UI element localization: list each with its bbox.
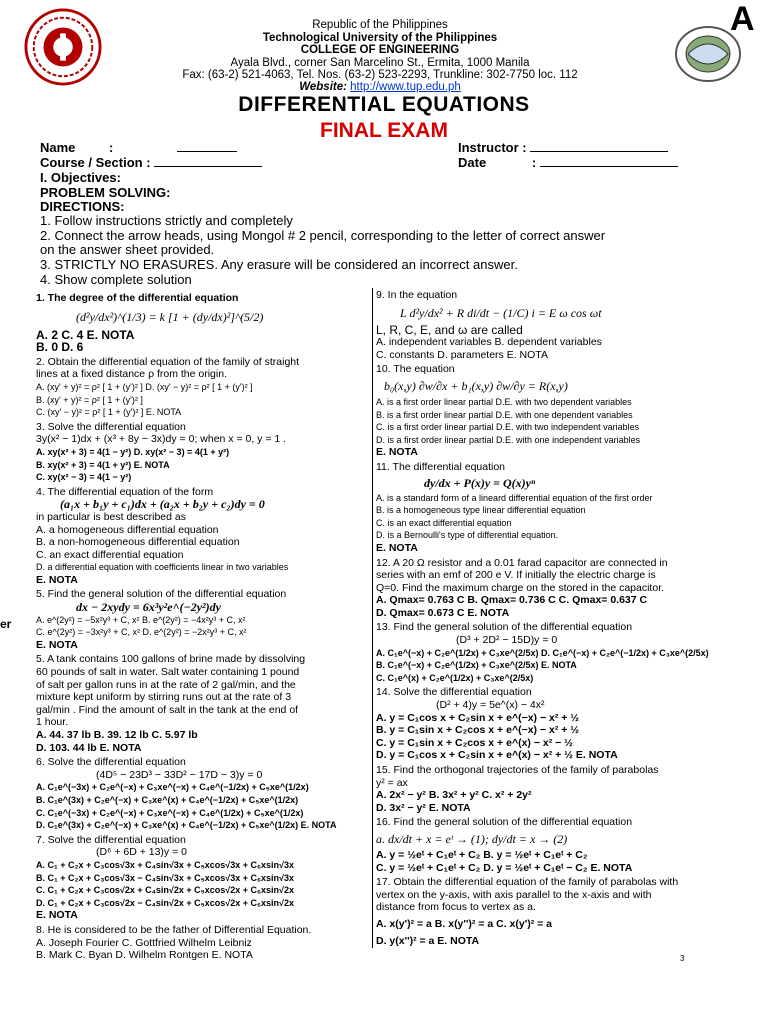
q5b-choices-abc: A. 44. 37 lb B. 39. 12 lb C. 5.97 lb: [36, 729, 198, 741]
q15-equation: y² = ax: [376, 776, 408, 789]
website-label: Website:: [299, 81, 347, 93]
q11-choice-a: A. is a standard form of a lineard differential equation of the first order: [376, 492, 653, 503]
q4-choice-b: B. a non-homogeneous differential equation: [36, 536, 240, 549]
q7-choice-c: C. C₁ + C₂x + C₃cos√2x + C₄sin√2x + C₅xcos√2x + C₆xsin√2x: [36, 885, 295, 896]
q1-choices-b: B. 0 D. 6: [36, 340, 84, 355]
q7-choice-d: D. C₁ + C₂x + C₃cos√2x − C₄sin√2x + C₅xcos√2x + C₆xsin√2x: [36, 897, 295, 908]
q5b-text-3: of salt per gallon runs in at the rate of 2 gal/min, and the: [36, 678, 296, 691]
q4-text-b: in particular is best described as: [36, 510, 186, 523]
q3-text: 3. Solve the differential equation: [36, 420, 186, 433]
q13-choices-ad: A. C₁e^(−x) + C₂e^(1/2x) + C₃xe^(2/5x) D. C₁e^(−x) + C₂e^(−1/2x) + C₃xe^(2/5x): [376, 647, 709, 658]
problem-solving-heading: PROBLEM SOLVING:: [40, 185, 171, 200]
course-blank[interactable]: [154, 166, 262, 167]
direction-2: 2. Connect the arrow heads, using Mongol # 2 pencil, corresponding to the letter of correct answer: [40, 228, 606, 243]
q15-choices-abc: A. 2x² − y² B. 3x² + y² C. x² + 2y²: [376, 789, 532, 802]
exam-set-letter: A: [730, 0, 755, 38]
name-label: Name: [40, 140, 76, 155]
q9-text-b: L, R, C, E, and ω are called: [376, 322, 523, 337]
q2-choice-a: A. (xy' + y)² = ρ² [ 1 + (y')² ] D. (xy' − y)² = ρ² [ 1 + (y')² ]: [36, 381, 253, 392]
q10-choice-d: D. is a first order linear partial D.E. with one independent variables: [376, 434, 641, 445]
q1-text: 1. The degree of the differential equation: [36, 292, 239, 304]
date-label: Date: [458, 155, 487, 170]
exam-title: DIFFERENTIAL EQUATIONS: [238, 93, 530, 116]
q11-choice-b: B. is a homogeneous type linear differential equation: [376, 505, 586, 516]
direction-3: 3. STRICTLY NO ERASURES. Any erasure will be considered an incorrect answer.: [40, 257, 518, 272]
q5b-text-4: mixture kept uniform by stirring runs out at the rate of 3: [36, 691, 292, 704]
q3-choice-c: C. xy(x² − 3) = 4(1 − y²): [36, 472, 132, 483]
q14-choice-a: A. y = C₁cos x + C₂sin x + e^(−x) − x² + ½: [376, 711, 580, 724]
course-label: Course / Section :: [40, 155, 151, 170]
q7-text: 7. Solve the differential equation: [36, 833, 186, 846]
q10-equation: b₀(x,y) ∂w/∂x + b₁(x,y) ∂w/∂y = R(x,y): [384, 378, 568, 393]
q14-choice-de: D. y = C₁cos x + C₂sin x + e^(x) − x² + ½ E. NOTA: [376, 749, 618, 762]
q15-choices-de: D. 3x² − y² E. NOTA: [376, 801, 471, 814]
instructor-blank[interactable]: [530, 151, 668, 152]
exam-subtitle: FINAL EXAM: [320, 119, 448, 142]
q10-choice-a: A. is a first order linear partial D.E. with two dependent variables: [376, 396, 632, 407]
q11-choice-d: D. is a Bernoulli's type of differential equation.: [376, 530, 559, 541]
q10-choice-e: E. NOTA: [376, 446, 418, 459]
q2-choice-c: C. (xy' − y)² = ρ² [ 1 + (y')² ] E. NOTA: [36, 407, 182, 418]
q4-choice-c: C. an exact differential equation: [36, 548, 184, 561]
q16-text: 16. Find the general solution of the differential equation: [376, 816, 633, 829]
column-divider: [372, 288, 373, 948]
q6-text: 6. Solve the differential equation: [36, 756, 186, 769]
directions-heading: DIRECTIONS:: [40, 199, 125, 214]
q17-text-3: distance from focus to vertex as a.: [376, 901, 536, 914]
q17-choices-abc: A. x(y')² = a B. x(y'')² = a C. x(y')² = a: [376, 917, 552, 930]
q5b-choices-de: D. 103. 44 lb E. NOTA: [36, 741, 142, 754]
q8-choices-ac: A. Joseph Fourier C. Gottfried Wilhelm Leibniz: [36, 936, 252, 949]
q12-choices-abc: A. Qmax= 0.763 C B. Qmax= 0.736 C C. Qmax= 0.637 C: [376, 594, 648, 607]
q11-text: 11. The differential equation: [376, 460, 506, 473]
q6-choice-b: B. C₁e^(3x) + C₂e^(−x) + C₃xe^(x) + C₄e^(−1/2x) + C₅xe^(1/2x): [36, 794, 299, 805]
q11-equation: dy/dx + P(x)y = Q(x)yⁿ: [424, 475, 536, 490]
q9-choices-ab: A. independent variables B. dependent variables: [376, 336, 602, 349]
q4-choice-d: D. a differential equation with coefficients linear in two variables: [36, 562, 289, 573]
q16-equation: a. dx/dt + x = eᵗ → (1); dy/dt = x → (2): [376, 831, 568, 846]
q1-choices-a: A. 2 C. 4 E. NOTA: [36, 327, 135, 342]
q7-choice-a: A. C₁ + C₂x + C₃cos√3x + C₄sin√3x + C₅xcos√3x + C₆xsin√3x: [36, 859, 295, 870]
q13-text: 13. Find the general solution of the differential equation: [376, 621, 633, 634]
q5b-text-1: 5. A tank contains 100 gallons of brine made by dissolving: [36, 653, 306, 666]
q5-equation: dx − 2xydy = 6x³y²e^(−2y²)dy: [76, 600, 221, 615]
q10-choice-b: B. is a first order linear partial D.E. with one dependent variables: [376, 409, 633, 420]
q5-choice-e: E. NOTA: [36, 638, 78, 651]
name-blank[interactable]: [177, 151, 237, 152]
q9-text: 9. In the equation: [376, 289, 458, 301]
q2-choice-b: B. (xy' + y)² = ρ² [ 1 + (y')² ]: [36, 394, 143, 405]
q13-choices-be: B. C₁e^(−x) + C₂e^(1/2x) + C₃xe^(2/5x) E. NOTA: [376, 660, 577, 671]
header-university: Technological University of the Philippines: [262, 32, 498, 44]
q14-choice-c: C. y = C₁sin x + C₂cos x + e^(x) − x² − ½: [376, 736, 573, 749]
q16-choices-cde: C. y = ½eᵗ + C₁eᵗ + C₂ D. y = ½eᵗ + C₁eᵗ − C₂ E. NOTA: [376, 861, 633, 874]
q14-equation: (D² + 4)y = 5e^(x) − 4x²: [436, 699, 545, 712]
website-link[interactable]: http://www.tup.edu.ph: [350, 81, 461, 93]
right-question-column: [376, 287, 746, 947]
edge-text: er: [0, 617, 12, 631]
q17-text-1: 17. Obtain the differential equation of the family of parabolas with: [376, 876, 679, 889]
course-field: [40, 155, 262, 170]
q4-choice-a: A. a homogeneous differential equation: [36, 523, 219, 536]
direction-2b: on the answer sheet provided.: [40, 242, 215, 257]
q4-equation: (a₁x + b₁y + c₁)dx + (a₂x + b₂y + c₂)dy = 0: [60, 497, 265, 512]
q12-text-1: 12. A 20 Ω resistor and a 0.01 farad capacitor are connected in: [376, 556, 668, 569]
q6-choice-a: A. C₁e^(−3x) + C₂e^(−x) + C₃xe^(−x) + C₄e^(−1/2x) + C₅xe^(1/2x): [36, 782, 309, 793]
university-seal-logo: [24, 8, 102, 86]
q10-text: 10. The equation: [376, 363, 455, 376]
q12-choices-de: D. Qmax= 0.673 C E. NOTA: [376, 606, 510, 619]
q5b-text-5: gal/min . Find the amount of salt in the tank at the end of: [36, 703, 299, 716]
header-contact: Fax: (63-2) 521-4063, Tel. Nos. (63-2) 523-2293, Trunkline: 302-7750 loc. 112: [182, 69, 578, 81]
q2-text-b: lines at a fixed distance ρ from the origin.: [36, 368, 227, 381]
header-republic: Republic of the Philippines: [312, 19, 448, 31]
q15-text: 15. Find the orthogonal trajectories of the family of parabolas: [376, 764, 659, 776]
instructor-field: [458, 140, 668, 155]
q2-text: 2. Obtain the differential equation of the family of straight: [36, 355, 300, 368]
q9-equation: L d²y/dx² + R di/dt − (1/C) i = E ω cos ωt: [400, 305, 602, 320]
q13-equation: (D³ + 2D² − 15D)y = 0: [456, 634, 558, 647]
q4-choice-e: E. NOTA: [36, 573, 78, 586]
q13-choice-c: C. C₁e^(x) + C₂e^(1/2x) + C₃xe^(2/5x): [376, 672, 534, 683]
name-field: Name :: [40, 140, 237, 155]
date-blank[interactable]: [540, 166, 678, 167]
q11-choice-e: E. NOTA: [376, 541, 418, 554]
header-address: Ayala Blvd., corner San Marcelino St., Ermita, 1000 Manila: [230, 57, 530, 69]
q6-choice-c: C. C₁e^(−3x) + C₂e^(−x) + C₃xe^(−x) + C₄e^(1/2x) + C₅xe^(1/2x): [36, 807, 304, 818]
direction-1: 1. Follow instructions strictly and completely: [40, 213, 293, 228]
q6-equation: (4D⁵ − 23D³ − 33D² − 17D − 3)y = 0: [96, 768, 263, 781]
q11-choice-c: C. is an exact differential equation: [376, 517, 512, 528]
q7-choice-e: E. NOTA: [36, 909, 78, 922]
objectives-heading: I. Objectives:: [40, 170, 121, 185]
q5-choices-ab: A. e^(2y²) = −5x²y³ + C, x² B. e^(2y²) = −4x²y³ + C, x²: [36, 614, 246, 625]
q8-text: 8. He is considered to be the father of Differential Equation.: [36, 923, 312, 936]
q9-choices-cde: C. constants D. parameters E. NOTA: [376, 348, 548, 361]
q7-choice-b: B. C₁ + C₂x + C₃cos√3x − C₄sin√3x + C₅xcos√3x + C₆xsin√3x: [36, 872, 295, 883]
q7-equation: (D⁶ + 6D + 13)y = 0: [96, 846, 187, 859]
q10-choice-c: C. is a first order linear partial D.E. with two independent variables: [376, 422, 640, 433]
instructor-label: Instructor :: [458, 140, 527, 155]
q4-text: 4. The differential equation of the form: [36, 485, 214, 498]
page-number: 3: [680, 954, 685, 963]
q3-choice-a: A. xy(x² + 3) = 4(1 − y²) D. xy(x² − 3) = 4(1 + y²): [36, 446, 230, 457]
q14-text: 14. Solve the differential equation: [376, 686, 532, 699]
header-college: COLLEGE OF ENGINEERING: [300, 44, 460, 56]
q14-choice-b: B. y = C₁sin x + C₂cos x + e^(−x) − x² + ½: [376, 724, 580, 737]
q12-text-3: Q=0. Find the maximum charge on the stored in the capacitor.: [376, 581, 665, 594]
q3-choice-b: B. xy(x² + 3) = 4(1 + y²) E. NOTA: [36, 459, 170, 470]
q1-equation: (d²y/dx²)^(1/3) = k [1 + (dy/dx)²]^(5/2): [76, 309, 264, 324]
date-field: Date :: [458, 155, 678, 170]
q5-choices-cd: C. e^(2y²) = −3x²y³ + C, x² D. e^(2y²) = −2x²y³ + C, x²: [36, 627, 247, 638]
q5-text: 5. Find the general solution of the differential equation: [36, 588, 287, 601]
q17-choices-de: D. y(x'')² = a E. NOTA: [376, 934, 480, 947]
direction-4: 4. Show complete solution: [40, 272, 192, 287]
q16-choices-ab: A. y = ½eᵗ + C₁eᵗ + C₂ B. y = ½eᵗ + C₁eᵗ + C₂: [376, 848, 588, 861]
q8-choices-bde: B. Mark C. Byan D. Wilhelm Rontgen E. NOTA: [36, 949, 253, 962]
q5b-text-2: 60 pounds of salt in water. Salt water containing 1 pound: [36, 666, 300, 679]
left-question-column: [36, 290, 370, 962]
q3-equation: 3y(x² − 1)dx + (x³ + 8y − 3x)dy = 0; when x = 0, y = 1 .: [36, 433, 287, 446]
q5b-text-6: 1 hour.: [36, 716, 69, 729]
q17-text-2: vertex on the y-axis, with axis parallel to the x-axis and with: [376, 888, 652, 901]
q6-choice-d: D. C₁e^(3x) + C₂e^(−x) + C₃xe^(x) + C₄e^(−1/2x) + C₅xe^(1/2x) E. NOTA: [36, 820, 337, 831]
q12-text-2: series with an emf of 200 e V. If initially the electric charge is: [376, 569, 656, 582]
